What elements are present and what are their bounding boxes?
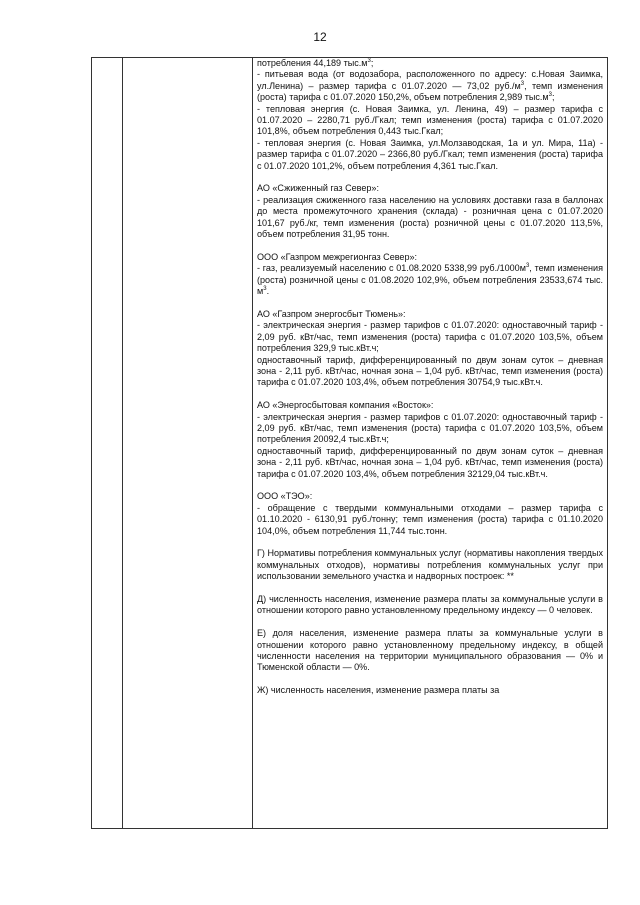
paragraph-gap bbox=[257, 537, 603, 548]
paragraph: - тепловая энергия (с. Новая Заимка, ул.Молзаводская, 1а и ул. Мира, 11а) - размер тарифа с 01.07.2020 – 2366,80 руб./Гкал; темп изменения (роста) тарифа с 01.07.2020 101,2%, объем потребления 4,361 тыс.Гкал. bbox=[257, 137, 603, 171]
table-content-cell bbox=[257, 58, 603, 697]
paragraph: - обращение с твердыми коммунальными отходами – размер тарифа с 01.10.2020 - 6130,91 руб./тонну; темп изменения (роста) тарифа с 01.10.2020 104,0%, объем потребления 11,744 тыс.тонн. bbox=[257, 502, 603, 536]
paragraph: одноставочный тариф, дифференцированный по двум зонам суток – дневная зона - 2,11 руб. кВт/час, ночная зона – 1,04 руб. кВт/час, темп изменения (роста) тарифа с 01.07.2020 103,4%, объем потребления 32129,04 тыс.кВт.ч. bbox=[257, 445, 603, 479]
paragraph-gap bbox=[257, 298, 603, 309]
paragraph: ООО «ТЭО»: bbox=[257, 491, 313, 502]
paragraph-gap bbox=[257, 583, 603, 594]
paragraph: Г) Нормативы потребления коммунальных услуг (нормативы накопления твердых коммунальных отходов), нормативы потребления коммунальных услуг при использовании земельного участка и надворных построек: ** bbox=[257, 548, 603, 582]
paragraph-gap bbox=[257, 389, 603, 400]
paragraph-gap bbox=[257, 240, 603, 251]
paragraph-gap bbox=[257, 480, 603, 491]
paragraph: - электрическая энергия - размер тарифов с 01.07.2020: одноставочный тариф - 2,09 руб. кВт/час, темп изменения (роста) тарифа с 01.07.2020 103,5%, объем потребления 20092,4 тыс.кВт.ч; bbox=[257, 411, 603, 445]
column-divider bbox=[122, 58, 123, 828]
paragraph: Е) доля населения, изменение размера платы за коммунальные услуги в отношении которого равно установленному предельному индексу, в общей численности населения на территории муниципального образования — 0% и Тюменской области — 0%. bbox=[257, 628, 603, 673]
paragraph: АО «Сжиженный газ Север»: bbox=[257, 183, 379, 194]
paragraph-gap bbox=[257, 172, 603, 183]
paragraph: - электрическая энергия - размер тарифов с 01.07.2020: одноставочный тариф - 2,09 руб. кВт/час, темп изменения (роста) тарифа с 01.07.2020 103,5%, объем потребления 329,9 тыс.кВт.ч; bbox=[257, 320, 603, 354]
document-table bbox=[91, 57, 608, 829]
paragraph: Д) численность населения, изменение размера платы за коммунальные услуги в отношении которого равно установленному предельному индексу — 0 человек. bbox=[257, 593, 603, 616]
paragraph: - реализация сжиженного газа населению на условиях доставки газа в баллонах до места промежуточного хранения (склада) - розничная цена с 01.07.2020 101,67 руб./кг, темп изменения (роста) розничной цены с 01.07.2020 113,5%, объем потребления 31,95 тонн. bbox=[257, 194, 603, 240]
paragraph: - газ, реализуемый населению с 01.08.2020 5338,99 $руб./1000м^3$, темп изменения (роста) розничной цены с 01.08.2020 102,9%, объем потребления 23533,674 тыс. $м^3$. bbox=[257, 263, 603, 297]
column-divider bbox=[252, 58, 253, 828]
paragraph: - питьевая вода (от водозабора, расположенного по адресу: с.Новая Заимка, ул.Ленина) – размер тарифа с 01.07.2020 — 73,02 $руб./м^3$, темп изменения (роста) тарифа с 01.07.2020 150,2%, объем потребления 2,989 $тыс.м^3$; bbox=[257, 69, 603, 103]
paragraph: одноставочный тариф, дифференцированный по двум зонам суток – дневная зона - 2,11 руб. кВт/час, ночная зона – 1,04 руб. кВт/час, темп изменения (роста) тарифа с 01.07.2020 103,4%, объем потребления 30754,9 тыс.кВт.ч. bbox=[257, 354, 603, 388]
paragraph: АО «Газпром энергосбыт Тюмень»: bbox=[257, 308, 406, 319]
paragraph-gap bbox=[257, 617, 603, 628]
paragraph: Ж) численность населения, изменение размера платы за bbox=[257, 685, 500, 696]
paragraph: АО «Энергосбытовая компания «Восток»: bbox=[257, 400, 434, 411]
paragraph: потребления 44,189 $тыс.м^3$; bbox=[257, 57, 374, 68]
paragraph: ООО «Газпром межрегионгаз Север»: bbox=[257, 251, 418, 262]
page-number: 12 bbox=[313, 30, 327, 44]
paragraph: - тепловая энергия (с. Новая Заимка, ул. Ленина, 49) – размер тарифа с 01.07.2020 – 2280,71 руб./Гкал; темп изменения (роста) тарифа с 01.07.2020 101,8%, объем потребления 0,443 тыс.Гкал; bbox=[257, 103, 603, 137]
paragraph-gap bbox=[257, 674, 603, 685]
